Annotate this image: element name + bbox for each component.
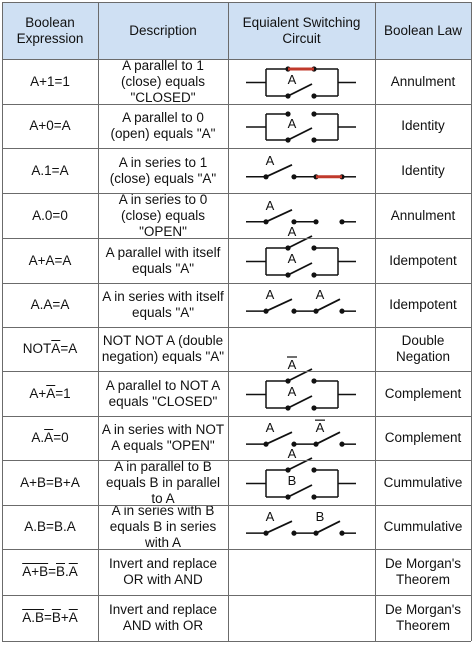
- negated-term: $\overline{B}$: [56, 564, 66, 579]
- switching-circuit-diagram: [228, 505, 375, 549]
- description: [98, 238, 228, 283]
- description: [98, 193, 228, 238]
- expression-text: A.0=0: [32, 207, 68, 223]
- boolean-expression: [2, 283, 98, 327]
- switch-contact: [311, 494, 316, 499]
- description: [98, 505, 228, 549]
- expression-text: =A: [60, 341, 78, 356]
- switching-circuit-diagram: [228, 59, 375, 104]
- description: [98, 549, 228, 595]
- expression-text: A+0=A: [29, 118, 71, 133]
- expression-text: =0: [53, 430, 69, 445]
- header-description: [98, 2, 228, 59]
- switching-circuit-diagram: [228, 416, 375, 460]
- header-law: [375, 2, 471, 59]
- boolean-expression: [2, 238, 98, 283]
- law-name: De Morgan's Theorem: [384, 602, 462, 633]
- switch-label: A: [287, 251, 297, 266]
- boolean-law: [375, 505, 471, 549]
- switch-contact: [311, 245, 316, 250]
- boolean-law: [375, 59, 471, 104]
- switch-label: A: [287, 446, 297, 461]
- description-text: A in series with B equals B in series with A: [109, 503, 217, 550]
- switch-contact: [311, 272, 316, 277]
- boolean-law: [375, 238, 471, 283]
- switch-label: A: [315, 420, 325, 436]
- law-name: De Morgan's Theorem: [384, 556, 462, 587]
- switching-circuit-diagram: [228, 357, 375, 416]
- switching-circuit-diagram: [228, 104, 375, 148]
- header-circuit: [228, 2, 375, 59]
- switch-contact: [311, 137, 316, 142]
- expression-text: NOT: [22, 341, 52, 356]
- description: [98, 327, 228, 371]
- description: [98, 283, 228, 327]
- law-name: Complement: [384, 430, 462, 445]
- description: [98, 371, 228, 416]
- boolean-law: [375, 460, 471, 505]
- switching-circuit-diagram: [228, 148, 375, 193]
- switch-label: A: [265, 287, 275, 303]
- switch-label: A: [265, 509, 275, 525]
- description-text: A in series with NOT A equals "OPEN": [101, 422, 225, 453]
- expression-text: =1: [55, 385, 71, 401]
- expression-text: A+1=1: [30, 73, 70, 89]
- description: [98, 595, 228, 641]
- switching-circuit-diagram: [228, 193, 375, 238]
- description: [98, 460, 228, 505]
- circuit-cell: [228, 595, 375, 641]
- boolean-expression: [2, 416, 98, 460]
- boolean-expression: [2, 104, 98, 148]
- expression-text: +: [60, 610, 69, 625]
- circuit-cell: [228, 549, 375, 595]
- expression-text: A+A=A: [28, 252, 72, 268]
- boolean-law: [375, 327, 471, 371]
- boolean-expression: [2, 193, 98, 238]
- law-name: Double Negation: [395, 333, 451, 364]
- description-text: A parallel with itself equals "A": [105, 244, 221, 276]
- description-text: A in series to 0 (close) equals "OPEN": [118, 191, 208, 239]
- switch-label: A: [265, 152, 275, 168]
- expression-text: A.B=B.A: [24, 519, 76, 534]
- negated-term: $\overline{A}$: [46, 385, 56, 401]
- boolean-expression: [2, 327, 98, 371]
- law-name: Identity: [401, 162, 445, 178]
- switch-contact: [311, 111, 316, 116]
- law-name: Idempotent: [389, 252, 457, 268]
- switch-label: A: [287, 116, 297, 131]
- switch-label: B: [287, 473, 297, 488]
- law-name: Cummulative: [383, 519, 463, 534]
- boolean-expression: [2, 148, 98, 193]
- switching-circuit-diagram: [228, 283, 375, 327]
- expression-text: .: [65, 564, 69, 579]
- description: [98, 104, 228, 148]
- law-name: Identity: [401, 118, 445, 133]
- law-name: Annulment: [390, 73, 456, 89]
- law-name: Cummulative: [383, 474, 463, 490]
- boolean-law: [375, 371, 471, 416]
- boolean-law: [375, 283, 471, 327]
- boolean-expression: [2, 59, 98, 104]
- switch-label: A: [287, 357, 297, 372]
- expression-text: A+B=B+A: [20, 474, 80, 490]
- boolean-law: [375, 148, 471, 193]
- boolean-law: [375, 193, 471, 238]
- header-circuit-label: Equialent Switching Circuit: [242, 14, 361, 46]
- boolean-expression: [2, 371, 98, 416]
- switching-circuit-diagram: [228, 446, 375, 505]
- description-text: A in parallel to B equals B in parallel to A: [105, 458, 221, 506]
- boolean-law: [375, 549, 471, 595]
- description: [98, 59, 228, 104]
- description-text: A parallel to 1 (close) equals "CLOSED": [120, 57, 206, 105]
- header-law-label: Boolean Law: [383, 22, 463, 38]
- law-name: Annulment: [390, 207, 456, 223]
- description-text: A parallel to 0 (open) equals "A": [110, 110, 216, 141]
- switch-label: B: [315, 509, 325, 525]
- description-text: Invert and replace OR with AND: [108, 556, 218, 587]
- boolean-expression: [2, 505, 98, 549]
- negated-term: A+B: [22, 564, 49, 579]
- header-expression-label: Boolean Expression: [16, 14, 84, 46]
- expression-text: =: [43, 610, 52, 625]
- boolean-expression: [2, 460, 98, 505]
- expression-text: A.1=A: [31, 162, 69, 178]
- switch-contact: [311, 467, 316, 472]
- switch-label: A: [287, 72, 297, 87]
- law-name: Idempotent: [389, 297, 457, 312]
- boolean-expression: [2, 595, 98, 641]
- expression-text: A.: [31, 430, 45, 445]
- switch-label: A: [315, 287, 325, 303]
- expression-text: A+: [29, 385, 47, 401]
- boolean-law: [375, 416, 471, 460]
- negated-term: $\overline{A}$: [51, 341, 61, 356]
- negated-term: $\overline{A}$: [68, 610, 78, 625]
- boolean-law: [375, 595, 471, 641]
- description-text: Invert and replace AND with OR: [108, 602, 218, 633]
- switch-contact: [313, 219, 318, 224]
- switch-label: A: [265, 197, 275, 213]
- boolean-law: [375, 104, 471, 148]
- negated-term: $\overline{A}$: [68, 564, 78, 579]
- header-expression: [2, 2, 98, 59]
- switching-circuit-diagram: [228, 224, 375, 283]
- switch-contact: [311, 405, 316, 410]
- description-text: NOT NOT A (double negation) equals "A": [101, 333, 225, 364]
- description: [98, 416, 228, 460]
- switch-label: A: [287, 224, 297, 239]
- switch-contact: [311, 378, 316, 383]
- switch-label: A: [265, 420, 275, 436]
- boolean-expression: [2, 549, 98, 595]
- expression-text: =: [48, 564, 56, 579]
- description-text: A in series to 1 (close) equals "A": [109, 154, 217, 186]
- circuit-cell: [228, 327, 375, 371]
- header-description-label: Description: [129, 22, 197, 38]
- law-name: Complement: [384, 385, 462, 401]
- negated-term: $\overline{A}$: [44, 430, 54, 445]
- description-text: A in series with itself equals "A": [102, 289, 224, 320]
- switch-contact: [311, 93, 316, 98]
- negated-term: A.B: [22, 610, 44, 625]
- negated-term: $\overline{B}$: [51, 610, 61, 625]
- description: [98, 148, 228, 193]
- expression-text: A.A=A: [30, 297, 70, 312]
- switch-label: A: [287, 384, 297, 399]
- description-text: A parallel to NOT A equals "CLOSED": [105, 377, 221, 409]
